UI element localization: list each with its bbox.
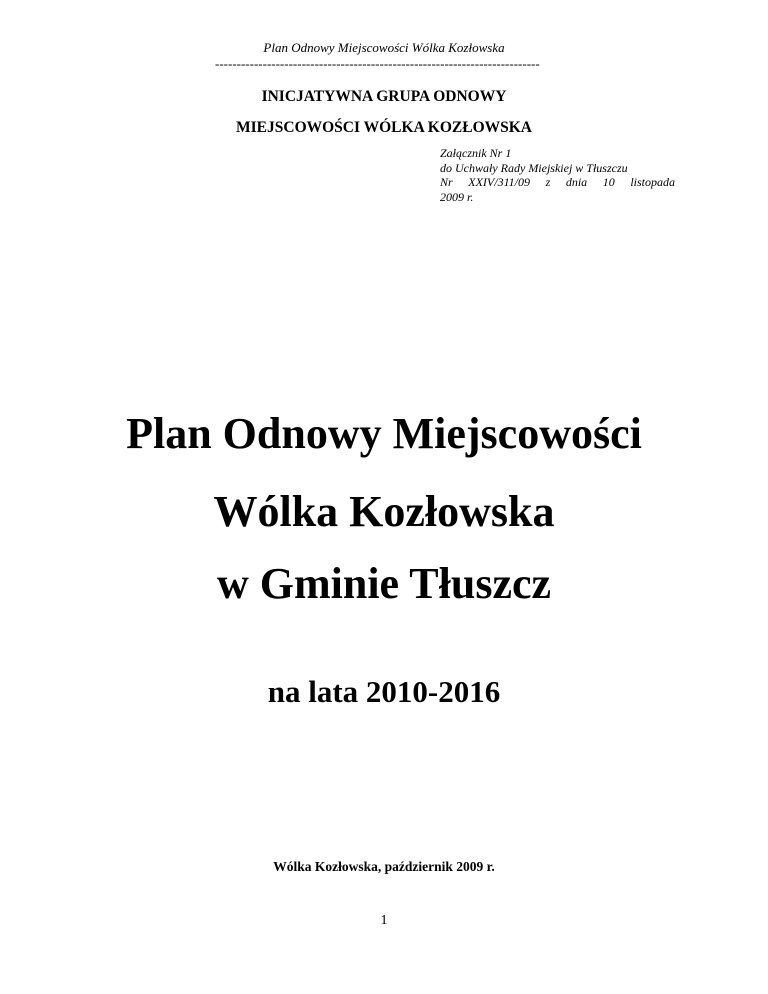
annex-line-1: Załącznik Nr 1 — [440, 146, 512, 160]
initiative-group-line-2: MIEJSCOWOŚCI WÓLKA KOZŁOWSKA — [236, 119, 532, 136]
plan-period: na lata 2010-2016 — [267, 674, 501, 709]
document-title-line-1: Plan Odnowy Miejscowości — [126, 409, 642, 458]
annex-line-3: Nr XXIV/311/09 z dnia 10 listopada — [440, 175, 675, 189]
page-number: 1 — [380, 913, 388, 928]
annex-line-2: do Uchwały Rady Miejskiej w Tłuszczu — [440, 160, 628, 175]
initiative-group-line-1: INICJATYWNA GRUPA ODNOWY — [261, 88, 507, 105]
annex-note — [440, 146, 675, 204]
running-header: Plan Odnowy Miejscowości Wólka Kozłowska — [263, 40, 505, 55]
header-rule: --------------------------------------------------------------------------- — [215, 56, 540, 71]
annex-line-4: 2009 r. — [440, 189, 474, 204]
place-and-date: Wólka Kozłowska, październik 2009 r. — [273, 859, 495, 874]
document-title-line-2: Wólka Kozłowska — [213, 487, 555, 536]
document-title-line-3: w Gminie Tłuszcz — [216, 559, 552, 608]
